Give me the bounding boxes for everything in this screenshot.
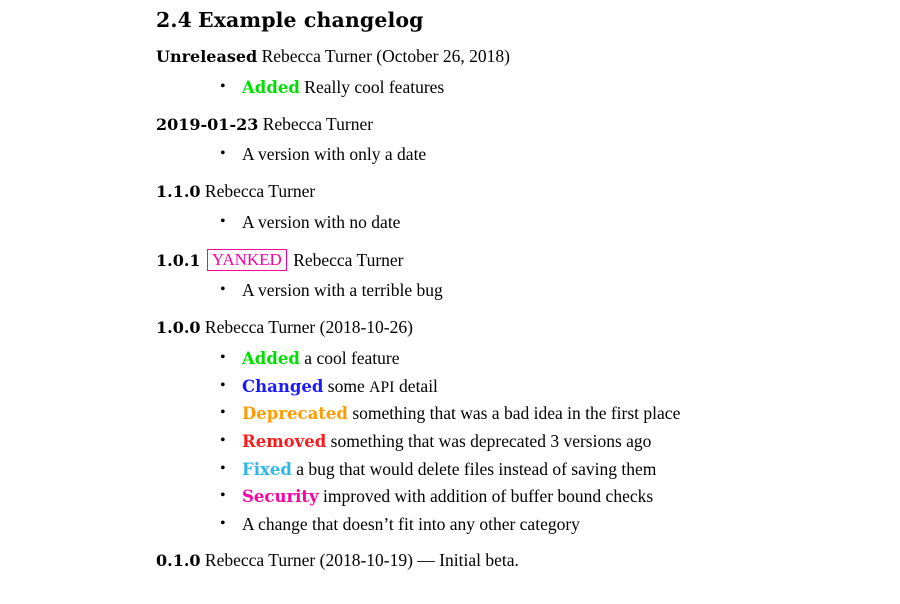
change-text: A version with a terrible bug [242,280,443,301]
release-version: 1.0.0 [156,318,201,338]
change-tag: Removed [242,431,327,451]
change-text: A version with no date [242,211,401,232]
release-header [156,114,856,136]
change-text: something that was a bad idea in the first place [352,403,681,424]
list-item [156,400,856,428]
release-meta: Rebecca Turner (October 26, 2018) [261,46,510,66]
change-tag: Deprecated [242,404,348,424]
release-version: 1.0.1 [156,250,201,270]
list-item [156,345,856,373]
status-badge: YANKED [207,249,287,272]
page-title [156,8,856,32]
list-item [156,511,856,539]
change-list [156,345,856,538]
release-meta: Rebecca Turner (2018-10-19) — Initial beta. [204,550,519,571]
change-list [156,209,856,237]
change-list [156,74,856,102]
list-item [156,428,856,456]
release-version: Unreleased [156,47,258,66]
changelog-content [156,8,856,578]
change-text-smallcaps: API [369,378,395,396]
change-list [156,141,856,169]
change-text: improved with addition of buffer bound checks [323,486,654,507]
release-header [156,46,856,68]
release-header [156,317,856,339]
list-item [156,74,856,102]
change-tag: Fixed [242,459,292,479]
section-number: 2.4 [156,8,192,32]
release-meta: Rebecca Turner (2018-10-26) [204,317,413,338]
release-version: 1.1.0 [156,182,201,202]
list-item [156,456,856,484]
release-version: 0.1.0 [156,551,201,571]
list-item [156,483,856,511]
release-meta: Rebecca Turner [204,181,316,202]
change-tag: Added [242,348,300,368]
change-text: something that was deprecated 3 versions ago [330,430,652,451]
change-list [156,277,856,305]
list-item [156,277,856,305]
list-item [156,209,856,237]
list-item [156,141,856,169]
release-meta: Rebecca Turner [262,113,374,134]
change-text: A version with only a date [242,144,427,165]
change-text: a cool feature [304,347,400,368]
section-heading-text: Example changelog [198,8,424,32]
list-item: • Changed some API detail [156,373,856,401]
change-tag: Added [242,77,300,97]
change-text: Really cool features [304,76,445,97]
change-tag: Security [242,487,319,507]
release-meta: Rebecca Turner [293,249,404,270]
release-header [156,181,856,203]
change-text: A change that doesn’t fit into any other category [242,513,580,534]
release-version: 2019-01-23 [156,114,259,134]
release-header [156,550,856,572]
release-header [156,249,856,272]
change-tag: Changed [242,376,324,396]
change-text: a bug that would delete files instead of saving them [296,458,657,479]
